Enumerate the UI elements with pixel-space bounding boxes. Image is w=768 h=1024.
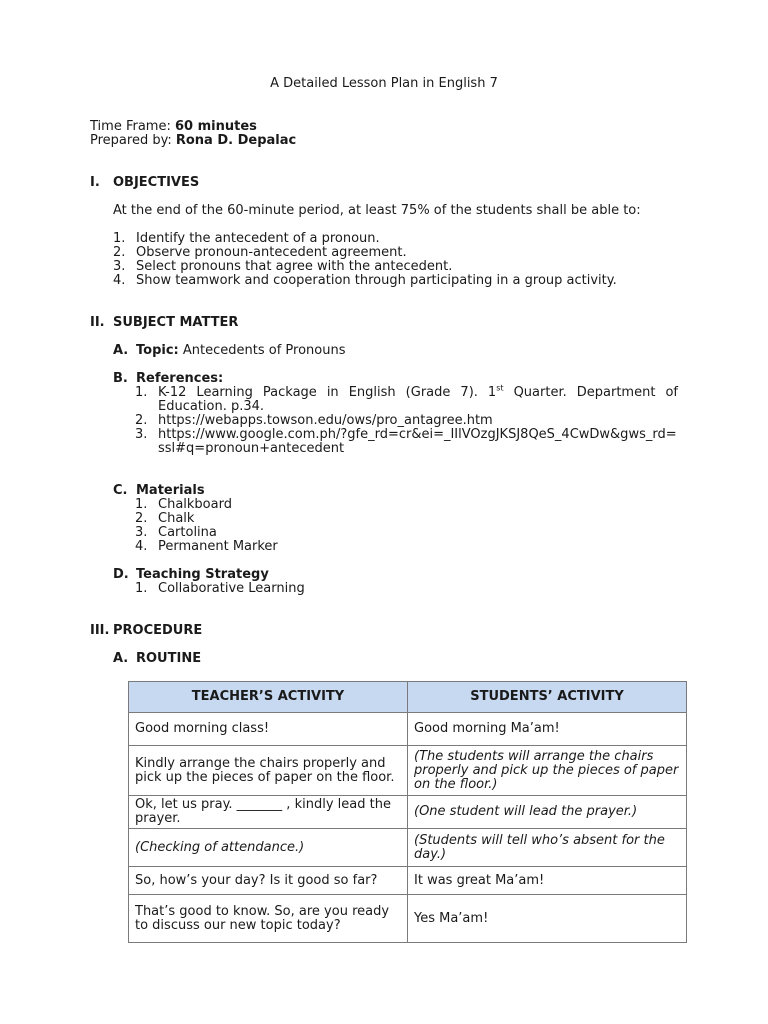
materials-heading: C. Materials: [113, 483, 205, 498]
list-item: 2. Chalk: [135, 511, 195, 526]
students-activity-header: STUDENTS’ ACTIVITY: [408, 682, 687, 713]
objectives-intro: At the end of the 60-minute period, at least 75% of the students shall be able to:: [113, 203, 641, 218]
teacher-cell: Ok, let us pray. _______ , kindly lead the prayer.: [129, 796, 408, 829]
list-item: 1. Chalkboard: [135, 497, 232, 512]
list-item: 1. Collaborative Learning: [135, 581, 305, 596]
objectives-list: [113, 232, 617, 288]
teacher-cell: Kindly arrange the chairs properly and pick up the pieces of paper on the floor.: [129, 746, 408, 796]
routine-heading: A. ROUTINE: [113, 651, 202, 666]
document-title: A Detailed Lesson Plan in English 7: [270, 76, 498, 91]
section-heading-procedure: [90, 624, 202, 638]
section-heading-objectives: [90, 176, 199, 190]
teacher-cell: Good morning class!: [129, 713, 408, 746]
student-cell: Yes Ma’am!: [408, 895, 687, 943]
table-header-row: [129, 682, 687, 713]
materials-list: [135, 498, 278, 554]
list-item: 4. Show teamwork and cooperation through participating in a group activity.: [113, 273, 617, 288]
list-item: 4. Permanent Marker: [135, 539, 278, 554]
table-row: [129, 829, 687, 867]
teacher-cell: (Checking of attendance.): [129, 829, 408, 867]
table-row: [129, 867, 687, 895]
teacher-cell: That’s good to know. So, are you ready to discuss our new topic today?: [129, 895, 408, 943]
table-row: [129, 746, 687, 796]
student-cell: (One student will lead the prayer.): [408, 796, 687, 829]
references-list: [135, 383, 678, 456]
section-number: II.: [90, 315, 105, 330]
teacher-cell: So, how’s your day? Is it good so far?: [129, 867, 408, 895]
student-cell: (Students will tell who’s absent for the day.): [408, 829, 687, 867]
prepared-by-label: Prepared by:: [90, 133, 172, 148]
prepared-by-line: [90, 134, 296, 148]
teacher-activity-header: TEACHER’S ACTIVITY: [129, 682, 408, 713]
list-item: 1. Identify the antecedent of a pronoun.: [113, 231, 380, 246]
topic-label: Topic:: [136, 343, 179, 358]
time-frame-label: Time Frame:: [90, 119, 171, 134]
section-title: SUBJECT MATTER: [113, 315, 239, 330]
reference-item: 3. https://www.google.com.ph/?gfe_rd=cr&ei=_IIlVOzgJKSJ8QeS_4CwDw&gws_rd=ssl#q=pronoun+antecedent: [135, 427, 677, 456]
section-title: PROCEDURE: [113, 623, 203, 638]
table-row: [129, 895, 687, 943]
time-frame-line: [90, 120, 257, 134]
section-number: III.: [90, 623, 110, 638]
reference-item: 2. https://webapps.towson.edu/ows/pro_antagree.htm: [135, 413, 493, 428]
list-item: 3. Select pronouns that agree with the antecedent.: [113, 259, 453, 274]
section-title: OBJECTIVES: [113, 175, 200, 190]
student-cell: It was great Ma’am!: [408, 867, 687, 895]
topic-value: Antecedents of Pronouns: [182, 343, 346, 358]
student-cell: Good morning Ma’am!: [408, 713, 687, 746]
list-item: 3. Cartolina: [135, 525, 217, 540]
section-number: I.: [90, 175, 100, 190]
reference-item: 1. K-12 Learning Package in English (Grade 7). 1st Quarter. Department of Education. p.34.: [135, 383, 678, 414]
prepared-by-value: Rona D. Depalac: [175, 133, 297, 148]
teaching-strategy-heading: D. Teaching Strategy: [113, 567, 269, 582]
table-row: [129, 713, 687, 746]
topic-line: A. Topic: Antecedents of Pronouns: [113, 343, 346, 358]
teaching-strategy-list: [135, 582, 305, 596]
routine-table: [128, 681, 687, 943]
table-row: [129, 796, 687, 829]
time-frame-value: 60 minutes: [174, 119, 257, 134]
student-cell: (The students will arrange the chairs properly and pick up the pieces of paper on the floor.): [408, 746, 687, 796]
list-item: 2. Observe pronoun-antecedent agreement.: [113, 245, 407, 260]
references-heading: B. References:: [113, 371, 224, 386]
section-heading-subject-matter: [90, 316, 238, 330]
